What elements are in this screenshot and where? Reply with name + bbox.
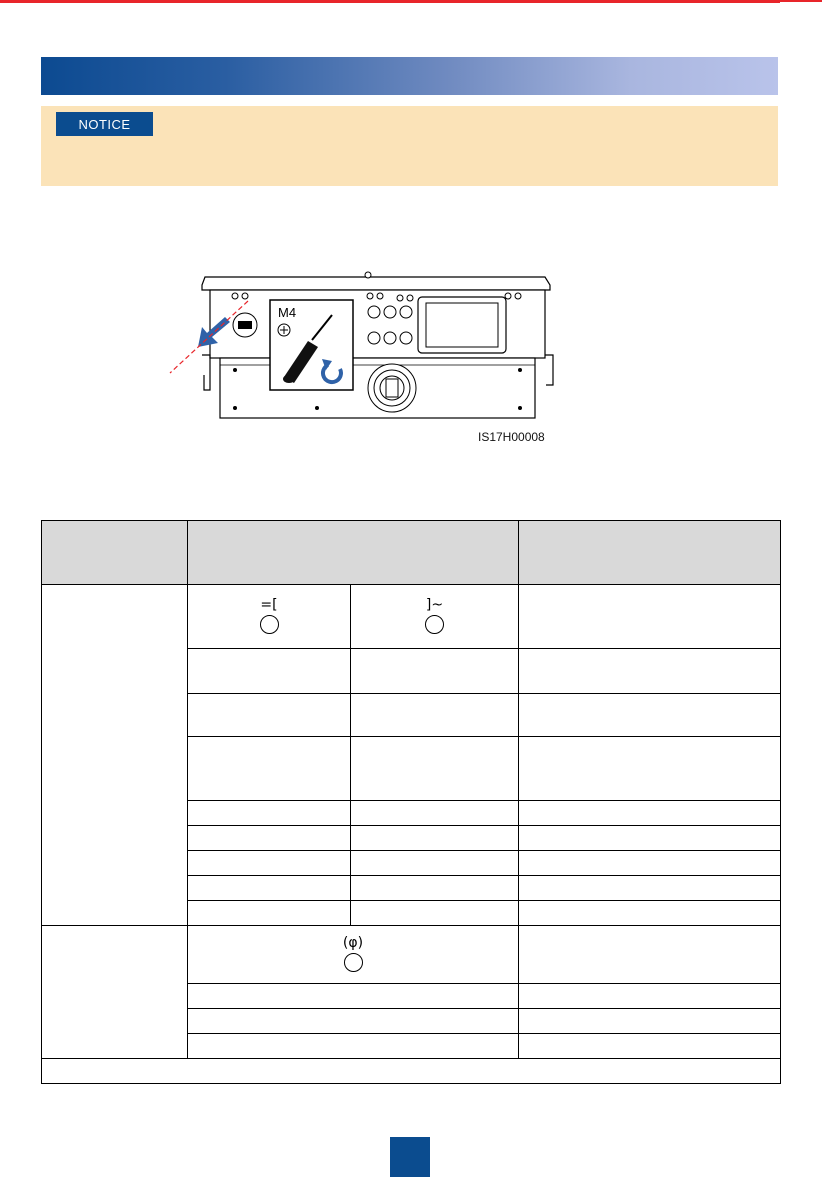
comm-led-cell bbox=[188, 926, 519, 984]
inverter-figure bbox=[160, 255, 560, 450]
section-header-bar bbox=[41, 57, 778, 95]
pv-led-cell bbox=[188, 585, 351, 649]
table-row bbox=[42, 926, 781, 984]
fan-grille bbox=[368, 364, 416, 412]
category-cell-communication bbox=[42, 926, 188, 1059]
inverter-top-cover bbox=[202, 277, 550, 290]
table-footnote-row bbox=[42, 1059, 781, 1084]
top-accent-line bbox=[0, 0, 780, 3]
table-header-row bbox=[42, 521, 781, 585]
grid-connection-icon: ]~ bbox=[425, 596, 444, 613]
led-indicator-table bbox=[41, 520, 781, 1084]
meaning-cell bbox=[519, 926, 781, 984]
header-cell-status bbox=[188, 521, 519, 585]
tool-size-label: M4 bbox=[278, 305, 297, 320]
led-indicator-icon bbox=[344, 953, 363, 972]
led-indicator-icon bbox=[260, 615, 279, 634]
top-accent-line-end bbox=[780, 0, 822, 2]
meaning-cell bbox=[519, 585, 781, 649]
page-number-box bbox=[390, 1137, 430, 1177]
led-indicator-icon bbox=[425, 615, 444, 634]
figure-code: IS17H00008 bbox=[478, 430, 545, 444]
table-row bbox=[42, 585, 781, 649]
notice-badge: NOTICE bbox=[56, 112, 153, 136]
footnote-cell bbox=[42, 1059, 781, 1084]
pv-connection-icon: =[ bbox=[260, 596, 278, 613]
header-cell-category bbox=[42, 521, 188, 585]
header-cell-meaning bbox=[519, 521, 781, 585]
communication-icon: (φ) bbox=[342, 934, 364, 951]
notice-box bbox=[41, 106, 778, 186]
ac-led-cell bbox=[351, 585, 519, 649]
category-cell-running bbox=[42, 585, 188, 926]
